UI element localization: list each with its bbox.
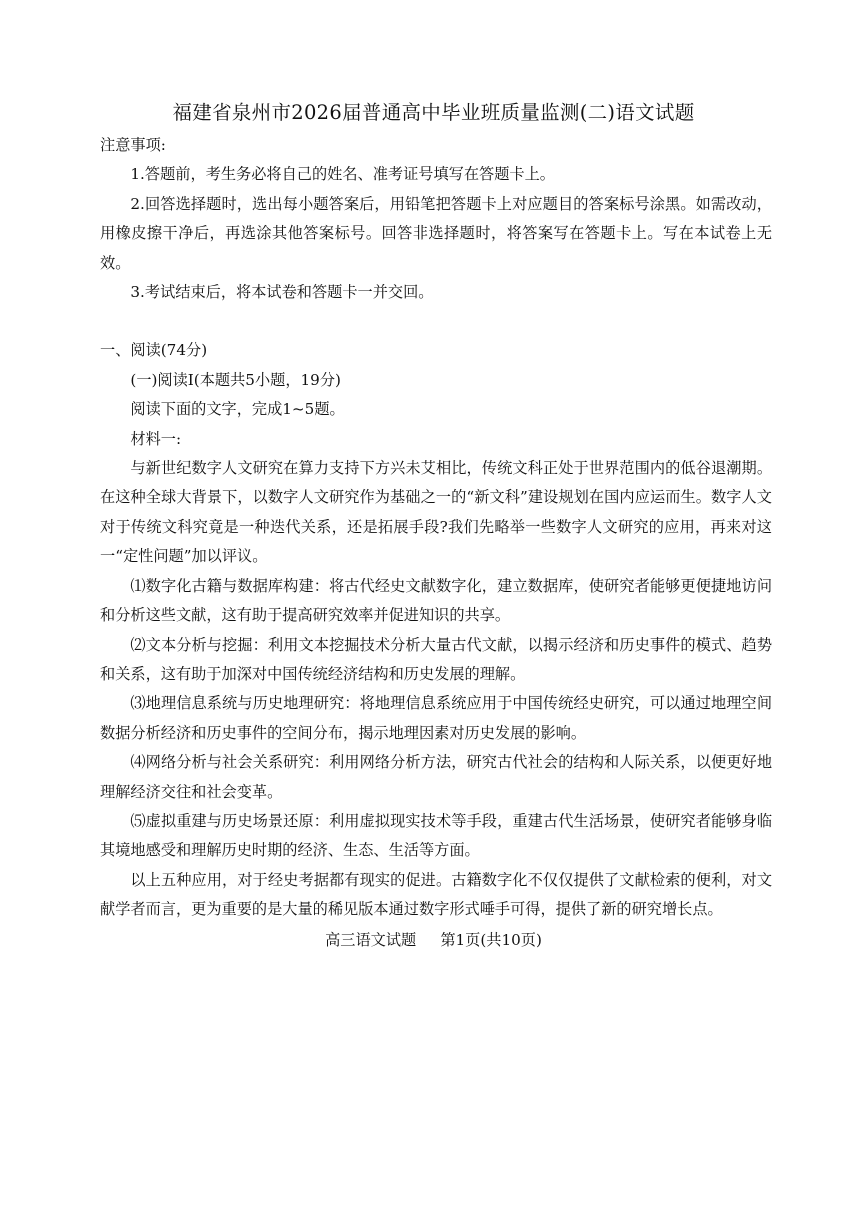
material-paragraph-item-5: ⑸虚拟重建与历史场景还原：利用虚拟现实技术等手段，重建古代生活场景，使研究者能够身临其境地感受和理解历史时期的经济、生态、生活等方面。	[100, 811, 772, 860]
notice-item-2: 2.回答选择题时，选出每小题答案后，用铅笔把答题卡上对应题目的答案标号涂黑。如需改动，用橡皮擦干净后，再选涂其他答案标号。回答非选择题时，将答案写在答题卡上。写在本试卷上无效。	[100, 194, 772, 272]
footer-spacer	[416, 931, 440, 949]
material-paragraph-item-2: ⑵文本分析与挖掘：利用文本挖掘技术分析大量古代文献，以揭示经济和历史事件的模式、趋势和关系，这有助于加深对中国传统经济结构和历史发展的理解。	[100, 635, 772, 683]
section-spacer	[100, 307, 772, 336]
material-paragraph-item-3: ⑶地理信息系统与历史地理研究：将地理信息系统应用于中国传统经史研究，可以通过地理空间数据分析经济和历史事件的空间分布，揭示地理因素对历史发展的影响。	[100, 694, 772, 742]
footer-page-info: 第1页(共10页)	[440, 931, 542, 949]
notice-item-1: 1.答题前，考生务必将自己的姓名、准考证号填写在答题卡上。	[130, 165, 555, 184]
material-paragraph-item-4: ⑷网络分析与社会关系研究：利用网络分析方法，研究古代社会的结构和人际关系，以便更好地理解经济交往和社会变革。	[100, 753, 772, 801]
material-paragraph-intro: 与新世纪数字人文研究在算力支持下方兴未艾相比，传统文科正处于世界范围内的低谷退潮期。在这种全球大背景下，以数字人文研究作为基础之一的“新文科”建设规划在国内应运而生。数字人文对于传统文科究竟是一种迭代关系，还是拓展手段?我们先略举一些数字人文研究的应用，再来对这一“定性问题”加以评议。	[100, 459, 772, 566]
notice-item-3: 3.考试结束后，将本试卷和答题卡一并交回。	[130, 283, 434, 302]
subsection-heading: (一)阅读Ⅰ(本题共5小题，19分)	[130, 370, 341, 389]
footer-subject: 高三语文试题	[325, 931, 417, 949]
page-footer	[0, 926, 867, 955]
material-paragraph-item-1: ⑴数字化古籍与数据库构建：将古代经史文献数字化，建立数据库，使研究者能够更便捷地访问和分析这些文献，这有助于提高研究效率并促进知识的共享。	[100, 576, 772, 625]
section-heading: 一、阅读(74分)	[100, 341, 208, 360]
material-label: 材料一:	[130, 429, 182, 448]
material-paragraph-summary: 以上五种应用，对于经史考据都有现实的促进。古籍数字化不仅仅提供了文献检索的便利，对文献学者而言，更为重要的是大量的稀见版本通过数字形式唾手可得，提供了新的研究增长点。	[100, 870, 772, 919]
document-title: 福建省泉州市2026届普通高中毕业班质量监测(二)语文试题	[172, 101, 695, 124]
reading-instruction: 阅读下面的文字，完成1~5题。	[130, 400, 345, 419]
notice-heading: 注意事项:	[100, 136, 166, 154]
document-body	[100, 131, 772, 925]
